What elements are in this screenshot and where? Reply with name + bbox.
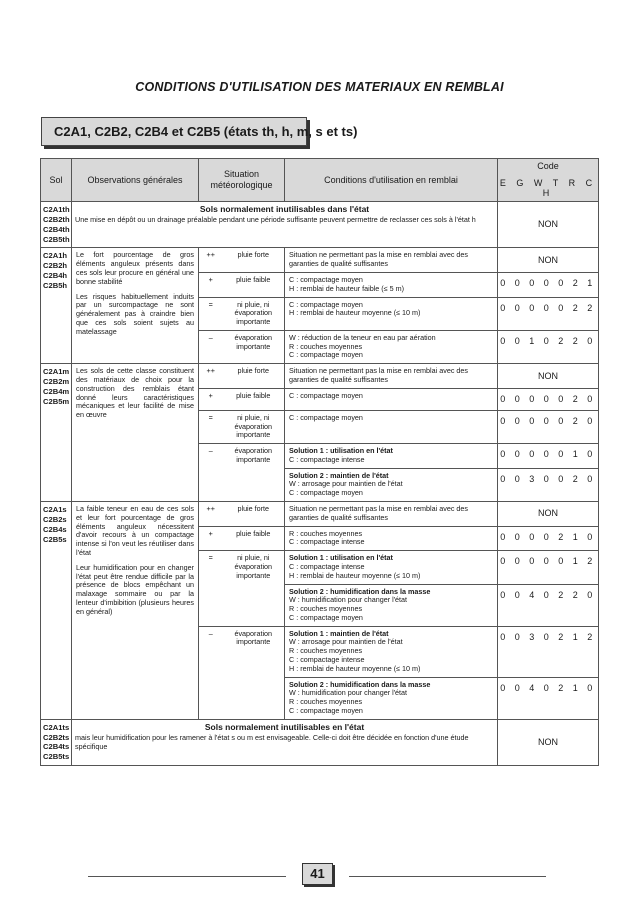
solution-title: Solution 1 : maintien de l'état (289, 628, 389, 638)
condition-line: C : compactage moyen (289, 612, 363, 622)
table-row (41, 202, 599, 248)
usage-conditions (285, 410, 498, 443)
usage-conditions (285, 551, 498, 584)
sol-class: C2B5ts (43, 752, 70, 762)
condition-line: H : remblai de hauteur moyenne (≤ 10 m) (289, 570, 421, 580)
weather-situation: pluie forte (223, 502, 285, 527)
condition-line: W : arrosage pour maintien de l'état (289, 479, 403, 489)
condition-line: C : compactage intense (289, 654, 365, 664)
table-header (41, 159, 599, 202)
code-value: 0 0 0 0 0 2 0 (498, 388, 599, 410)
usage-conditions (285, 502, 498, 527)
sol-class: C2B2ts (43, 732, 70, 742)
footer-line-left (88, 876, 286, 877)
usage-conditions (285, 444, 498, 469)
usage-conditions (285, 248, 498, 273)
condition-line: C : compactage moyen (289, 705, 363, 715)
code-value: NON (498, 364, 599, 389)
sol-class: C2B4th (43, 224, 70, 234)
sol-class: C2B5h (43, 281, 68, 291)
usage-conditions (285, 626, 498, 677)
code-value: NON (498, 502, 599, 527)
usage-conditions (285, 584, 498, 626)
usage-conditions (285, 677, 498, 719)
code-value: 0 0 0 0 0 2 2 (498, 297, 599, 330)
note-title: Sols normalement inutilisables dans l'état (199, 204, 370, 214)
condition-line: H : remblai de hauteur moyenne (≤ 10 m) (289, 308, 421, 318)
condition-line: R : couches moyennes (289, 604, 363, 614)
header-observations: Observations générales (72, 159, 199, 202)
weather-situation: évaporation importante (223, 626, 285, 719)
header-code (498, 159, 599, 202)
condition-line: C : compactage intense (289, 561, 365, 571)
code-value: 0 0 1 0 2 2 0 (498, 330, 599, 363)
code-value: 0 0 4 0 2 2 0 (498, 584, 599, 626)
sol-classes (41, 202, 72, 248)
code-value: 0 0 0 0 0 2 0 (498, 410, 599, 443)
observation-text: Le fort pourcentage de gros éléments anguleux présents dans ces sols leur procure en général une bonne stabilité (76, 250, 194, 286)
code-value: NON (498, 248, 599, 273)
footer-line-right (349, 876, 546, 877)
table-row (41, 719, 599, 765)
weather-situation: évaporation importante (223, 330, 285, 363)
code-value: 0 0 0 0 0 1 0 (498, 444, 599, 469)
weather-symbol: = (199, 551, 223, 626)
weather-situation: ni pluie, ni évaporation importante (223, 551, 285, 626)
condition-line: C : compactage moyen (289, 390, 363, 400)
weather-symbol: – (199, 444, 223, 502)
weather-symbol: – (199, 330, 223, 363)
code-value: NON (498, 719, 599, 765)
condition-line: C : compactage moyen (289, 350, 363, 360)
weather-symbol: + (199, 273, 223, 298)
usage-conditions (285, 297, 498, 330)
code-value: 0 0 3 0 2 1 2 (498, 626, 599, 677)
sol-class: C2B4s (43, 524, 67, 534)
sol-classes (41, 364, 72, 502)
weather-situation: pluie faible (223, 526, 285, 551)
sol-classes (41, 719, 72, 765)
header-sol: Sol (41, 159, 72, 202)
page-number: 41 (302, 863, 333, 885)
weather-symbol: + (199, 388, 223, 410)
header-code-label: Code (537, 160, 559, 171)
sol-class: C2B4m (43, 386, 70, 396)
weather-situation: pluie faible (223, 388, 285, 410)
observation-text: Les risques habituellement induits par un surcompactage ne sont généralement pas à craindre bien que ces sols soient sujets au matelassage (76, 291, 194, 336)
condition-line: R : couches moyennes (289, 528, 363, 538)
code-value: 0 0 0 0 0 2 1 (498, 273, 599, 298)
weather-symbol: ++ (199, 502, 223, 527)
observations (72, 502, 199, 720)
condition-line: C : compactage moyen (289, 275, 363, 284)
soil-classes-title: C2A1, C2B2, C2B4 et C2B5 (états th, h, m, s et ts) (41, 117, 307, 146)
usage-conditions (285, 526, 498, 551)
note-text: mais leur humidification pour les ramener à l'état s ou m est envisageable. Celle-ci doit être décidée en fonction d'une étude spécifique (75, 733, 469, 751)
header-conditions: Conditions d'utilisation en remblai (285, 159, 498, 202)
usage-conditions (285, 468, 498, 501)
weather-situation: ni pluie, ni évaporation importante (223, 410, 285, 443)
solution-title: Solution 1 : utilisation en l'état (289, 553, 393, 563)
code-value: NON (498, 202, 599, 248)
table-row (41, 364, 599, 389)
weather-situation: pluie forte (223, 364, 285, 389)
sol-class: C2B2th (43, 214, 70, 224)
sol-class: C2B5m (43, 396, 70, 406)
code-value: 0 0 3 0 0 2 0 (498, 468, 599, 501)
weather-situation: pluie forte (223, 248, 285, 273)
note-title: Sols normalement inutilisables en l'état (204, 721, 365, 732)
note-text: Une mise en dépôt ou un drainage préalable pendant une période suffisante peuvent permettre de reclasser ces sols à l'état h (75, 215, 476, 225)
code-value: 0 0 4 0 2 1 0 (498, 677, 599, 719)
sol-class: C2B2h (43, 261, 68, 271)
usage-conditions (285, 330, 498, 363)
header-code-letters: E G W T R C H (499, 177, 597, 199)
table-row (41, 248, 599, 273)
condition-line: R : couches moyennes (289, 697, 363, 707)
condition-line: C : compactage moyen (289, 488, 363, 498)
condition-line: W : humidification pour changer l'état (289, 688, 408, 698)
observation-text: Les sols de cette classe constituent des matériaux de choix pour la construction des remblais étant donné leurs caractéristiques mécaniques et leur facilité de mise en œuvre (76, 366, 194, 420)
page-title: CONDITIONS D'UTILISATION DES MATERIAUX EN REMBLAI (135, 80, 504, 94)
condition-line: Situation ne permettant pas la mise en remblai avec des garanties de qualité suffisantes (289, 504, 469, 522)
sol-class: C2B5th (43, 234, 70, 244)
merged-note (72, 202, 498, 248)
sol-class: C2A1ts (43, 722, 70, 732)
observation-text: Leur humidification pour en changer l'état peut être rendue difficile par la présence de blocs empêchant un malaxage sommaire ou par la lenteur d'imbibition (plusieurs heures en général) (76, 562, 194, 616)
condition-line: Situation ne permettant pas la mise en remblai avec des garanties de qualité suffisantes (289, 250, 469, 269)
conditions-table (40, 158, 599, 766)
sol-class: C2B2s (43, 514, 67, 524)
weather-situation: pluie faible (223, 273, 285, 298)
merged-note (72, 719, 498, 765)
solution-title: Solution 1 : utilisation en l'état (289, 446, 393, 456)
condition-line: W : réduction de la teneur en eau par aération (289, 332, 436, 342)
table-row (41, 502, 599, 527)
solution-title: Solution 2 : humidification dans la masse (289, 586, 431, 596)
weather-symbol: = (199, 410, 223, 443)
usage-conditions (285, 273, 498, 298)
condition-line: C : compactage moyen (289, 299, 363, 309)
condition-line: H : remblai de hauteur faible (≤ 5 m) (289, 283, 405, 293)
condition-line: C : compactage intense (289, 454, 365, 464)
usage-conditions (285, 388, 498, 410)
weather-symbol: ++ (199, 248, 223, 273)
condition-line: C : compactage moyen (289, 412, 363, 422)
sol-class: C2A1h (43, 251, 68, 261)
solution-title: Solution 2 : humidification dans la masse (289, 679, 431, 689)
condition-line: Situation ne permettant pas la mise en remblai avec des garanties de qualité suffisantes (289, 366, 469, 385)
condition-line: H : remblai de hauteur moyenne (≤ 10 m) (289, 663, 421, 673)
sol-class: C2B2m (43, 377, 70, 387)
weather-situation: évaporation importante (223, 444, 285, 502)
code-value: 0 0 0 0 2 1 0 (498, 526, 599, 551)
sol-class: C2A1th (43, 205, 70, 214)
weather-symbol: + (199, 526, 223, 551)
observations (72, 364, 199, 502)
condition-line: W : arrosage pour maintien de l'état (289, 637, 403, 647)
observations (72, 248, 199, 364)
sol-class: C2B4ts (43, 742, 70, 752)
usage-conditions (285, 364, 498, 389)
weather-symbol: ++ (199, 364, 223, 389)
solution-title: Solution 2 : maintien de l'état (289, 470, 389, 480)
weather-situation: ni pluie, ni évaporation importante (223, 297, 285, 330)
weather-symbol: = (199, 297, 223, 330)
observation-text: La faible teneur en eau de ces sols et leur fort pourcentage de gros éléments anguleux nécessitent d'avoir recours à un compactage intense si l'on veut les réutiliser dans l'état (76, 504, 194, 557)
code-value: 0 0 0 0 0 1 2 (498, 551, 599, 584)
condition-line: C : compactage intense (289, 537, 365, 547)
condition-line: W : humidification pour changer l'état (289, 595, 408, 605)
sol-classes (41, 502, 72, 720)
sol-classes (41, 248, 72, 364)
sol-class: C2B4h (43, 271, 68, 281)
sol-class: C2A1s (43, 505, 67, 515)
condition-line: R : couches moyennes (289, 341, 363, 351)
condition-line: R : couches moyennes (289, 646, 363, 656)
header-situation: Situation météorologique (199, 159, 285, 202)
weather-symbol: – (199, 626, 223, 719)
sol-class: C2A1m (43, 367, 70, 377)
sol-class: C2B5s (43, 534, 67, 544)
